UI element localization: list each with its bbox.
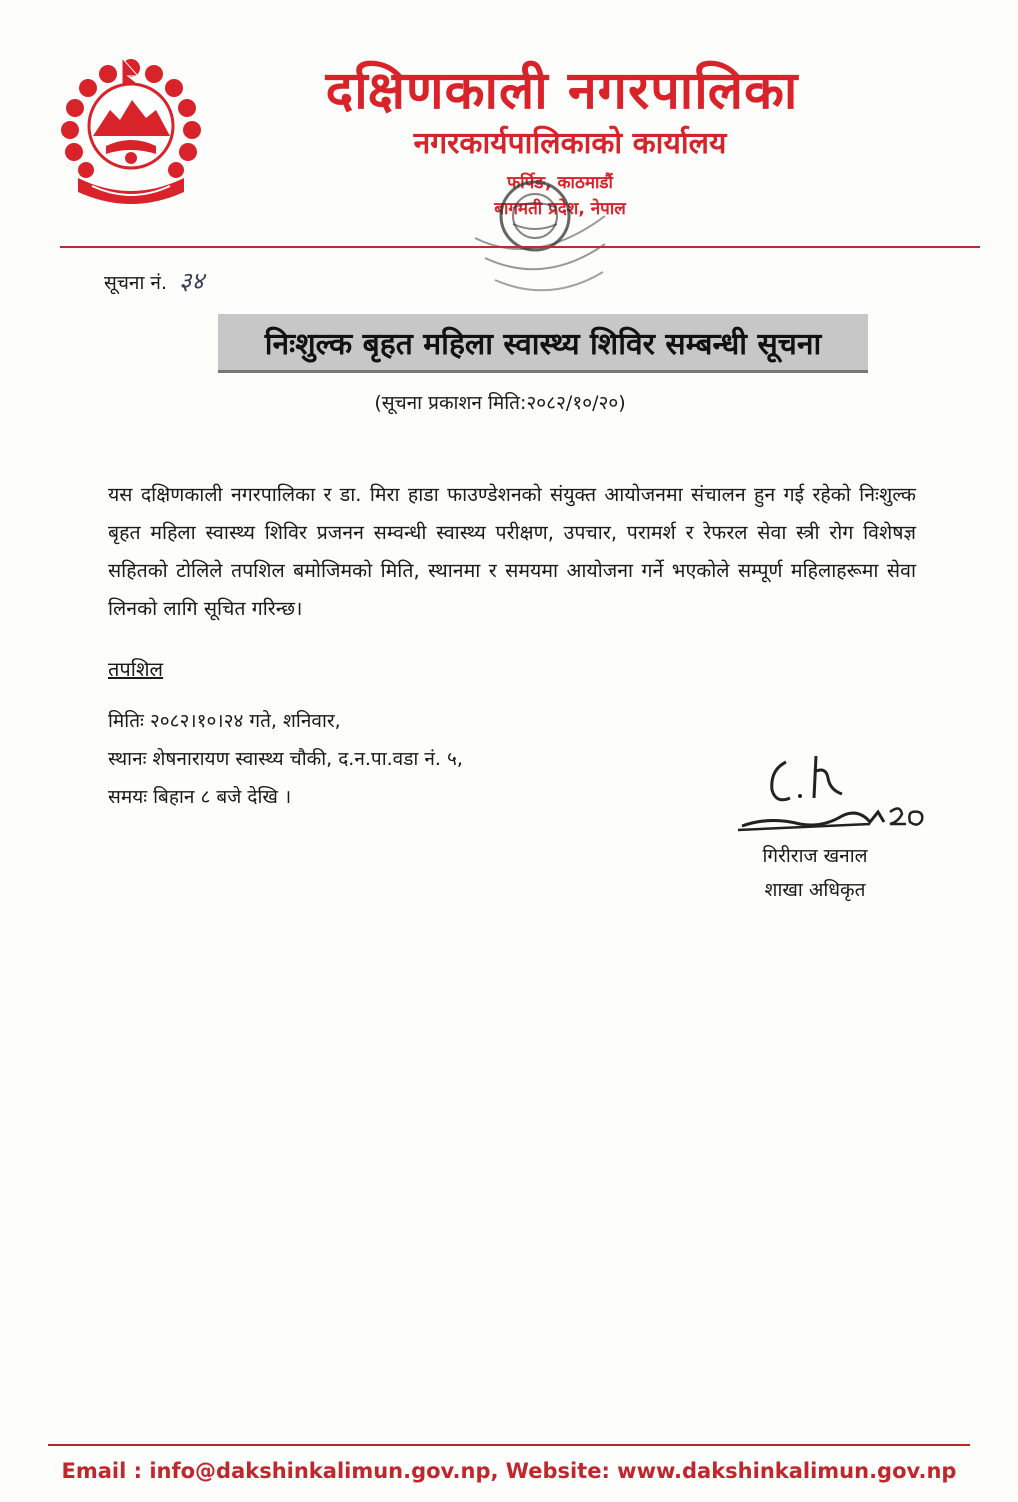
org-office: नगरकार्यपालिकाको कार्यालय bbox=[413, 126, 727, 161]
notice-number-label: सूचना नं. bbox=[104, 272, 167, 294]
header-divider bbox=[60, 246, 980, 248]
notice-number-value: ३४ bbox=[179, 267, 205, 295]
notice-title: निःशुल्क बृहत महिला स्वास्थ्य शिविर सम्बन्धी सूचना bbox=[264, 326, 822, 362]
footer-contact: Email : info@dakshinkalimun.gov.np, Website: www.dakshinkalimun.gov.np bbox=[61, 1459, 957, 1483]
org-name: दक्षिणकाली नगरपालिका bbox=[325, 61, 799, 121]
office-stamp-icon bbox=[455, 168, 615, 308]
details-heading: तपशिल bbox=[108, 657, 164, 681]
detail-date: मितिः २०८२।१०।२४ गते, शनिवार, bbox=[108, 710, 341, 732]
notice-title-banner bbox=[218, 314, 868, 373]
notice-body bbox=[108, 476, 916, 628]
detail-location: स्थानः शेषनारायण स्वास्थ्य चौकी, द.न.पा.वडा नं. ५, bbox=[108, 748, 463, 770]
details-list bbox=[108, 706, 463, 820]
publication-date: (सूचना प्रकाशन मिति:२०८२/१०/२०) bbox=[374, 392, 626, 414]
signatory-title: शाखा अधिकृत bbox=[764, 879, 866, 901]
notice-number bbox=[104, 266, 204, 298]
footer-divider bbox=[48, 1444, 970, 1446]
notice-paragraph: यस दक्षिणकाली नगरपालिका र डा. मिरा हाडा फाउण्डेशनको संयुक्त आयोजनमा संचालन हुन गई रहेको निःशुल्क बृहत महिला स्वास्थ्य शिविर प्रजनन सम्वन्धी स्वास्थ्य परीक्षण, उपचार, परामर्श र रेफरल सेवा स्त्री रोग विशेषज्ञ सहितको टोलिले तपशिल बमोजिमको मिति, स्थानमा र समयमा आयोजना गर्ने भएकोले सम्पूर्ण महिलाहरूमा सेवा लिनको लागि सूचित गरिन्छ। bbox=[108, 483, 916, 620]
nepal-emblem-icon bbox=[58, 54, 204, 206]
org-address-line2: बागमती प्रदेश, नेपाल bbox=[494, 199, 626, 219]
org-address-line1: फर्पिङ, काठमाडौं bbox=[507, 173, 613, 193]
signatory-name: गिरीराज खनाल bbox=[762, 845, 868, 867]
detail-time: समयः बिहान ८ बजे देखि । bbox=[108, 786, 292, 808]
signature-icon bbox=[730, 742, 930, 842]
